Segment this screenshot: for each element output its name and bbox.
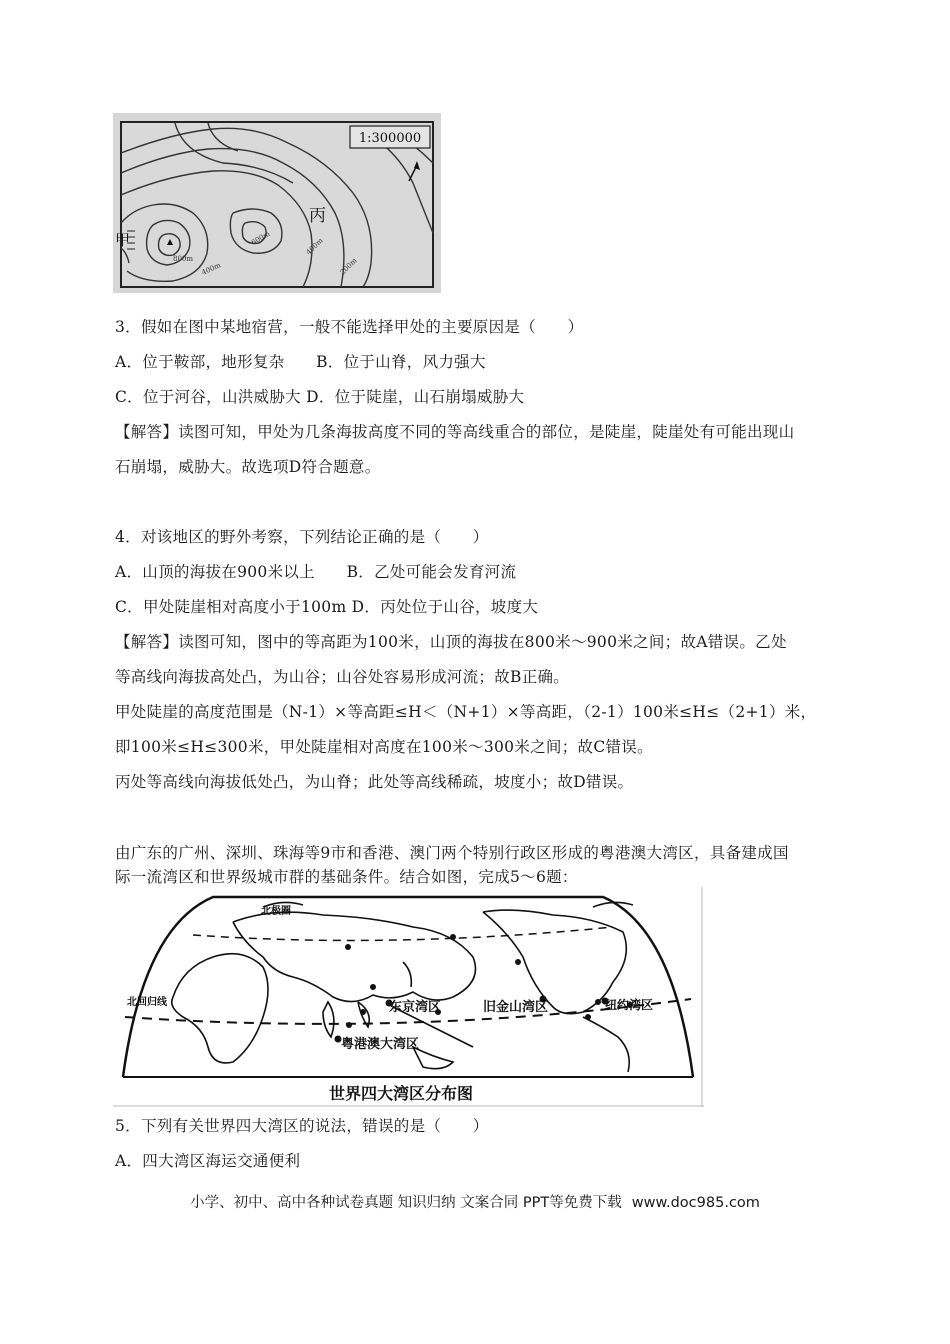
contour-map-figure [113, 113, 441, 293]
q3-answer-line1: 【解答】读图可知，甲处为几条海拔高度不同的等高线重合的部位，是陡崖，陡崖处有可能出现山 [115, 423, 795, 441]
elev-400b: 400m [304, 236, 325, 257]
elev-400a: 400m [200, 261, 222, 277]
q5-stem: 5．下列有关世界四大湾区的说法，错误的是（ ） [115, 1117, 489, 1135]
q4-answer-line5: 丙处等高线向海拔低处凸，为山脊；此处等高线稀疏，坡度小；故D错误。 [115, 773, 634, 791]
q4-answer-line2: 等高线向海拔高处凸，为山谷；山谷处容易形成河流；故B正确。 [115, 668, 570, 686]
q5-option-a: A．四大湾区海运交通便利 [115, 1152, 301, 1170]
page-footer [0, 1191, 950, 1212]
intro-line1: 由广东的广州、深圳、珠海等9市和香港、澳门两个特别行政区形成的粤港澳大湾区，具备建成国 [115, 844, 789, 862]
elev-800: 800m [173, 255, 193, 263]
label-tokyo-bay: 东京湾区 [389, 1000, 442, 1015]
footer-text: 小学、初中、高中各种试卷真题 知识归纳 文案合同 PPT等免费下载 [190, 1195, 622, 1211]
map-caption: 世界四大湾区分布图 [328, 1084, 474, 1103]
label-ny-bay: 纽约湾区 [605, 998, 654, 1012]
q4-answer-line1: 【解答】读图可知，图中的等高距为100米，山顶的海拔在800米～900米之间；故A错误。乙处 [115, 633, 787, 651]
label-sf-bay: 旧金山湾区 [483, 1000, 549, 1015]
label-jia: 甲 [115, 231, 131, 249]
world-bay-map-figure [113, 887, 704, 1107]
q4-stem: 4．对该地区的野外考察，下列结论正确的是（ ） [115, 528, 489, 546]
map-scale: 1:300000 [358, 131, 422, 146]
label-gba: 粤港澳大湾区 [341, 1037, 420, 1052]
label-bing: 丙 [309, 206, 326, 226]
q3-options-line2: C．位于河谷，山洪威胁大 D．位于陡崖，山石崩塌威胁大 [115, 388, 525, 406]
elev-200: 200m [338, 256, 359, 277]
label-arctic-circle: 北极圈 [261, 906, 291, 917]
q4-options-line2: C．甲处陡崖相对高度小于100m D．丙处位于山谷，坡度大 [115, 598, 539, 616]
q4-options-line1: A．山顶的海拔在900米以上 B．乙处可能会发育河流 [115, 563, 517, 581]
footer-url[interactable]: www.doc985.com [631, 1195, 760, 1211]
q3-options-line1: A．位于鞍部，地形复杂 B．位于山脊，风力强大 [115, 353, 486, 371]
q3-answer-line2: 石崩塌，威胁大。故选项D符合题意。 [115, 458, 381, 476]
q4-answer-line4: 即100米≤H≤300米，甲处陡崖相对高度在100米～300米之间；故C错误。 [115, 738, 653, 756]
q4-answer-line3: 甲处陡崖的高度范围是（N-1）×等高距≤H＜（N+1）×等高距，（2-1）100米≤H≤（2+1）米， [115, 703, 817, 721]
elev-600: 600m [250, 229, 272, 247]
label-tropic-of-cancer: 北回归线 [127, 997, 167, 1008]
q3-stem: 3．假如在图中某地宿营，一般不能选择甲处的主要原因是（ ） [115, 318, 584, 336]
contour-map-svg [113, 113, 441, 293]
world-bay-map-svg [113, 887, 704, 1107]
intro-line2: 际一流湾区和世界级城市群的基础条件。结合如图，完成5～6题： [115, 868, 578, 886]
